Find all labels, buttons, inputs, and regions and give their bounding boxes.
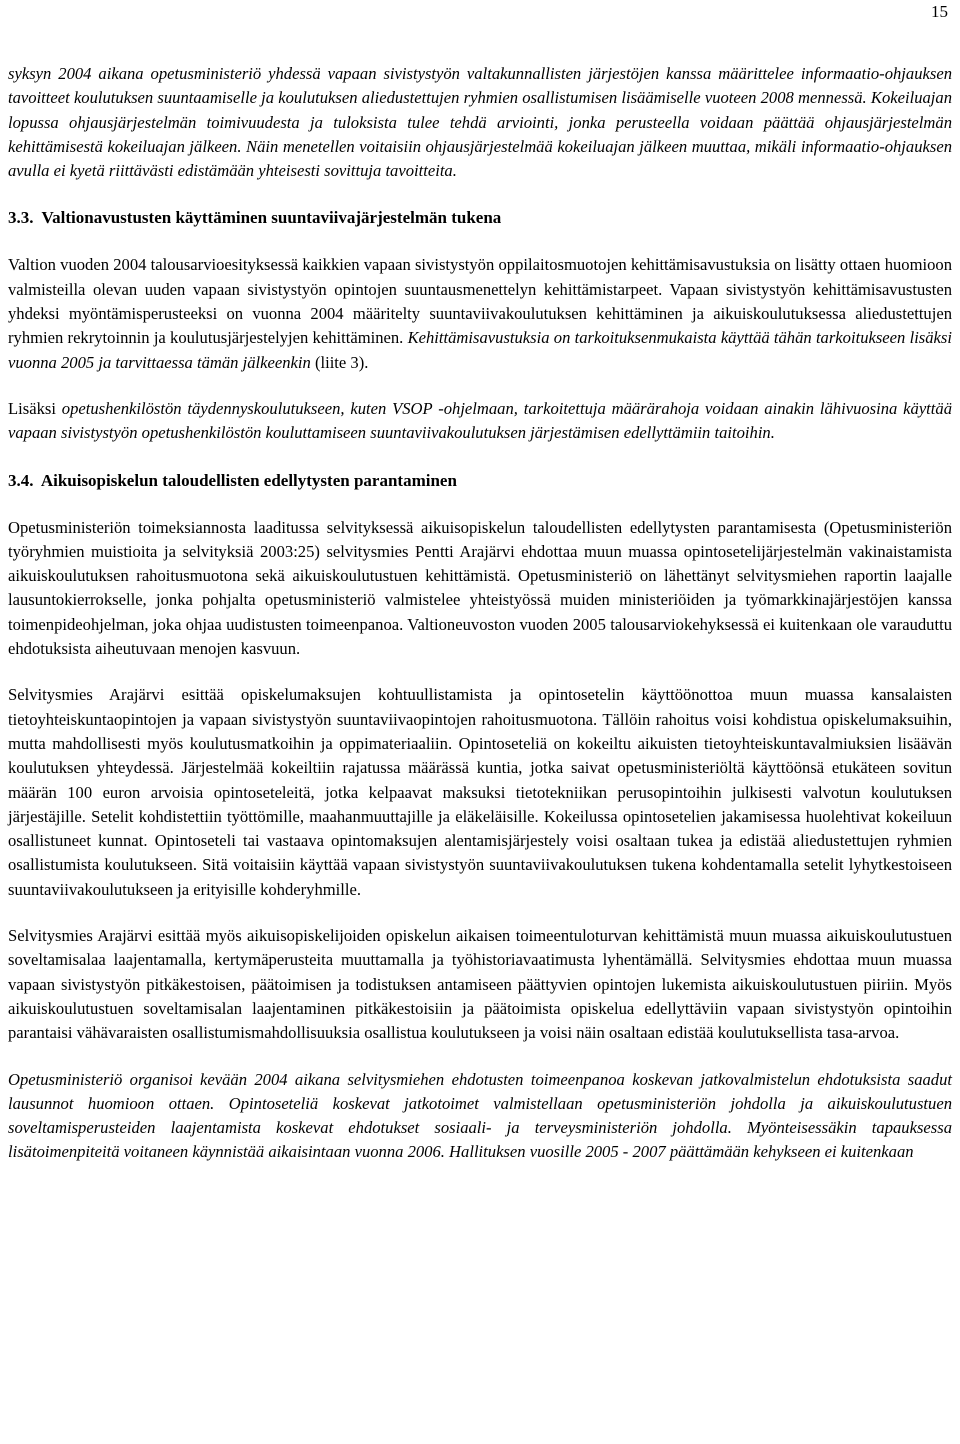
paragraph-lisaksi [8, 397, 952, 446]
page-number: 15 [931, 2, 948, 21]
document-body [8, 62, 952, 1165]
section-title: Aikuisopiskelun taloudellisten edellytysten parantaminen [40, 470, 457, 490]
section-title: Valtionavustusten käyttäminen suuntaviivajärjestelmän tukena [41, 208, 502, 228]
section-heading-3-4 [8, 469, 952, 493]
section-number: 3.3. [8, 208, 34, 228]
paragraph-italic-text: opetushenkilöstön täydennyskoulutukseen, kuten VSOP -ohjelmaan, tarkoitettuja määrärahoja voidaan ainakin lähivuosina käyttää vapaan sivistystyön opetushenkilöstön kouluttamiseen suuntaviivakoulutuksen järjestämisen edellyttämiin taitoihin. [8, 398, 952, 443]
paragraph-toimeentuloturva: Selvitysmies Arajärvi esittää myös aikuisopiskelijoiden opiskelun aikaisen toimeentuloturvan kehittämistä muun muassa aikuiskoulutustuen soveltamisalaa laajentamalla, kertymäperusteita muuttamalla ja työhistoriavaatimusta lyhentämällä. Selvitysmies ehdottaa muun muassa vapaan sivistystyön pitkäkestoisen, päätoimisen ja todistuksen antamiseen päättyvien opintojen lukemista aikuiskoulutustuen piiriin. Myös aikuiskoulutustuen soveltamisalan laajentaminen pitkäkestoisiin ja päätoimista opiskelua edellyttäviin vapaan sivistystyön opintoihin parantaisi vähävaraisten osallistumismahdollisuuksia osallistua koulutukseen ja voisi näin osaltaan edistää koulutuksellista tasa-arvoa. [8, 926, 952, 1043]
paragraph-text: Valtion vuoden 2004 talousarvioesityksessä kaikkien vapaan sivistystyön oppilaitosmuotojen kehittämisavustuksia on lisätty ottaen huomioon valmisteilla olevan uuden vapaan sivistystyön opintojen suuntausmenettelyn kehittämistarpeet. Vapaan sivistystyön kehittämisavustusten yhdeksi myöntämisperusteeksi on vuonna 2004 määritelty suuntaviivakoulutuksen kehittäminen ja aikuiskoulutuksessa aliedustettujen ryhmien rekrytoinnin ja koulutusjärjestelyjen kehittäminen. [8, 255, 952, 348]
section-number: 3.4. [8, 470, 34, 490]
paragraph-text: (liite 3). [314, 352, 369, 372]
paragraph-toimeksianto: Opetusministeriön toimeksiannosta laaditussa selvityksessä aikuisopiskelun taloudellisten edellytysten parantamisesta (Opetusministeriön työryhmien muistioita ja selvityksiä 2003:25) selvitysmies Pentti Arajärvi ehdottaa muun muassa opintosetelijärjestelmän vakinaistamista aikuiskoulutuksen rahoitusmuotona sekä aikuiskoulutustuen kehittämistä. Opetusministeriö on lähettänyt selvitysmiehen raportin laajalle lausuntokierrokselle, jonka pohjalta opetusministeriö valmistelee yhteistyössä muiden ministeriöiden ja työmarkkinajärjestöjen kanssa toimenpideohjelman, joka ohjaa uudistusten toimeenpanoa. Valtioneuvoston vuoden 2005 talousarviokehyksessä ei kuitenkaan ole varauduttu ehdotuksista aiheutuvaan menojen kasvuun. [8, 517, 952, 659]
paragraph-text: Lisäksi [8, 398, 56, 418]
paragraph-italic-text: Kehittämisavustuksia on tarkoituksenmukaista käyttää tähän tarkoitukseen lisäksi vuonna 2005 ja tarvittaessa tämän jälkeenkin [8, 328, 952, 372]
intro-paragraph: syksyn 2004 aikana opetusministeriö yhdessä vapaan sivistystyön valtakunnallisten järjestöjen kanssa määrittelee informaatio-ohjauksen tavoitteet koulutuksen suuntaamiselle ja koulutuksen aliedustettujen ryhmien osallistumisen lisäämiselle vuoteen 2008 mennessä. Kokeiluajan lopussa ohjausjärjestelmän toimivuudesta ja tuloksista tulee tehdä arviointi, jonka perusteella voidaan päättää ohjausjärjestelmän kehittämisestä kokeiluajan jälkeen. Näin menetellen voitaisiin ohjausjärjestelmää kokeiluajan jälkeen muuttaa, mikäli informaatio-ohjauksen avulla ei kyetä riittävästi edistämään yhteisesti sovittuja tavoitteita. [8, 64, 952, 181]
section-heading-3-3 [8, 206, 952, 230]
paragraph-jatkovalmistelu: Opetusministeriö organisoi kevään 2004 aikana selvitysmiehen ehdotusten toimeenpanoa koskevan jatkovalmistelun ehdotuksista saadut lausunnot huomioon ottaen. Opintoseteliä koskevat jatkotoimet valmistellaan opetusministeriön johdolla ja aikuiskoulutustuen soveltamisperusteiden laajentamista koskevat ehdotukset sosiaali- ja terveysministeriön johdolla. Myönteisessäkin tapauksessa lisätoimenpiteitä voitaneen käynnistää aikaisintaan vuonna 2006. Hallituksen vuosille 2005 - 2007 päättämään kehykseen ei kuitenkaan [8, 1069, 952, 1162]
paragraph-opintoseteli: Selvitysmies Arajärvi esittää opiskelumaksujen kohtuullistamista ja opintosetelin käyttöönottoa muun muassa kansalaisten tietoyhteiskuntaopintojen ja vapaan sivistystyön suuntaviivaopintojen rahoitusmuotona. Tällöin rahoitus voisi kohdistua opiskelumaksuihin, mutta mahdollisesti myös koulutusmatkoihin ja oppimateriaaliin. Opintoseteliä on kokeiltu aikuisten tietoyhteiskuntavalmiuksien lisäävän koulutuksen yhteydessä. Järjestelmää kokeiltiin rajatussa määrässä kuntia, jotka saivat opetusministeriöltä käyttöönsä etukäteen sovitun määrän 100 euron arvoisia opintoseteleitä, jotka kelpaavat maksuksi tietotekniikan perusopintoihin julkisesti valvotun koulutuksen järjestäjille. Setelit kohdistettiin työttömille, maahanmuuttajille ja eläkeläisille. Kokeilussa opintosetelien jakamisessa huolehtivat kokeiluun osallistuneet kunnat. Opintoseteli tai vastaava opintomaksujen alentamisjärjestely voisi osaltaan tukea ja edistää aliedustettujen ryhmien osallistumista koulutukseen. Sitä voitaisiin käyttää vapaan sivistystyön suuntaviivakoulutuksen tukena kohdentamalla setelit lyhytkestoiseen suuntaviivakoulutukseen ja erityisille kohderyhmille. [8, 685, 952, 899]
paragraph-valtionavustus [8, 253, 952, 374]
